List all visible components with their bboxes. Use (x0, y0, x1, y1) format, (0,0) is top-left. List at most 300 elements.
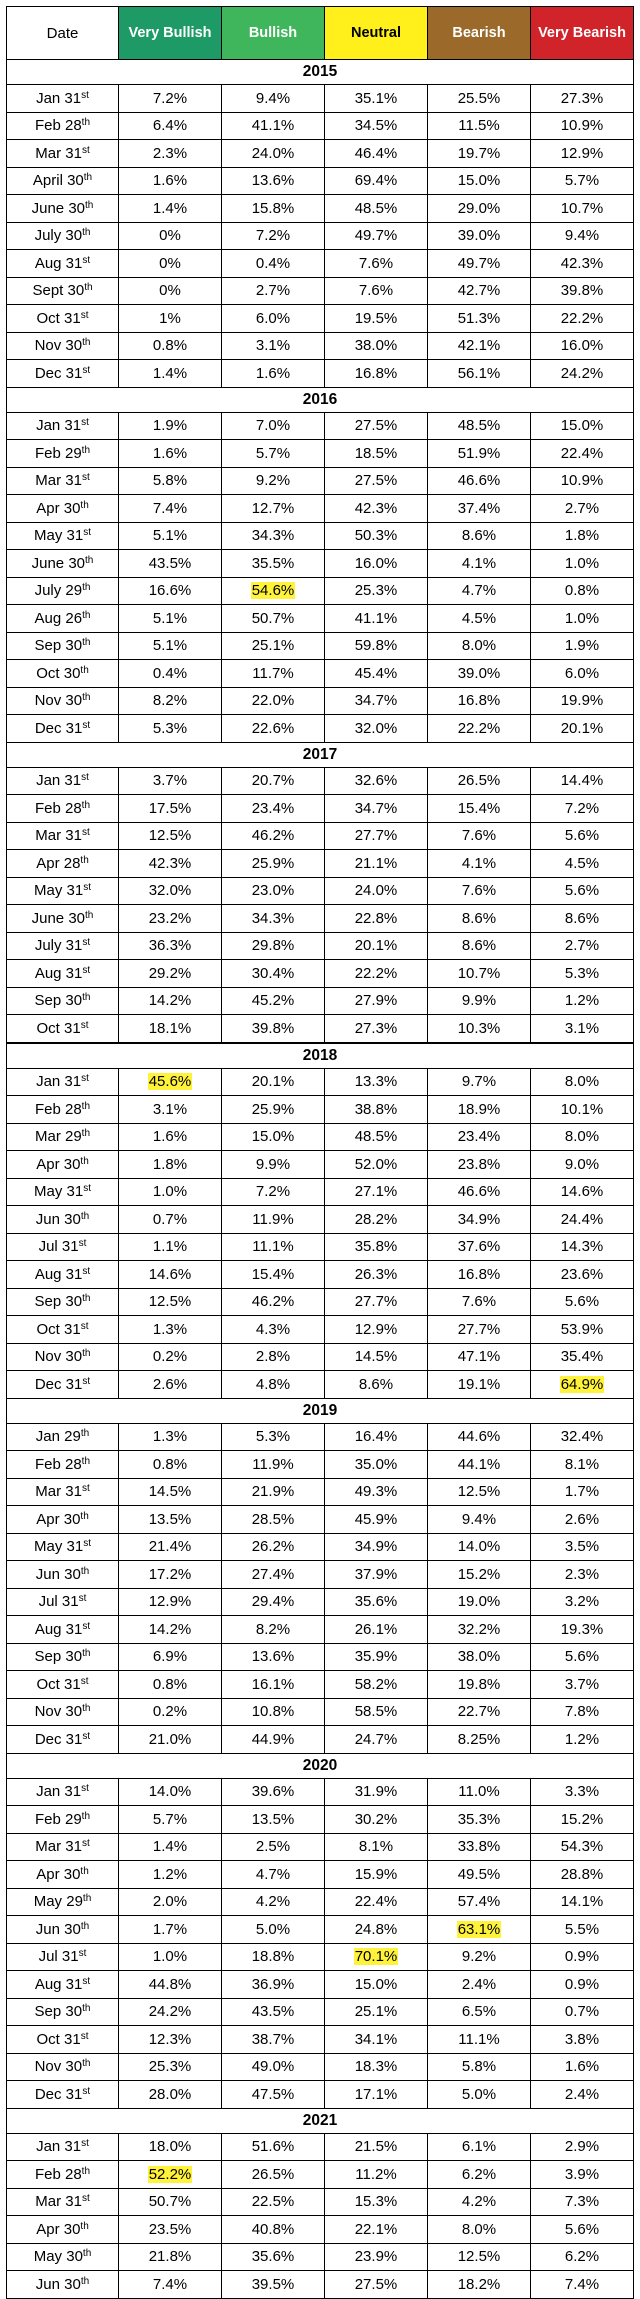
table-row (7, 1478, 634, 1506)
value-text: 7.2% (255, 1183, 291, 1201)
value-text: 12.3% (148, 2030, 192, 2048)
date-cell (7, 2216, 119, 2244)
value-text: 3.1% (152, 1100, 188, 1118)
table-row (7, 2133, 634, 2161)
date-text: May 29 (33, 1893, 83, 1911)
value-cell-very-bullish (119, 1778, 222, 1806)
value-text: 25.5% (457, 89, 501, 107)
year-row (7, 1043, 634, 1069)
value-text: 28.0% (148, 2085, 192, 2103)
value-text: 45.4% (354, 664, 398, 682)
value-cell-very-bearish (531, 360, 634, 388)
value-cell-very-bullish (119, 277, 222, 305)
value-text: 7.6% (358, 254, 394, 272)
value-cell-bearish (428, 1726, 531, 1754)
value-cell-bearish (428, 2053, 531, 2081)
value-cell-neutral (325, 1916, 428, 1944)
value-cell-bullish (222, 1261, 325, 1289)
value-cell-neutral (325, 1861, 428, 1889)
date-ordinal-suffix: th (81, 1455, 91, 1467)
value-cell-bearish (428, 1068, 531, 1096)
value-text: 14.1% (560, 1893, 604, 1911)
value-cell-very-bearish (531, 1588, 634, 1616)
date-cell (7, 1726, 119, 1754)
value-cell-bearish (428, 2161, 531, 2189)
value-text: 19.1% (457, 1375, 501, 1393)
value-text: 59.8% (354, 637, 398, 655)
date-text: Aug 31 (34, 964, 83, 982)
value-text: 20.7% (251, 772, 295, 790)
value-text: 45.2% (251, 992, 295, 1010)
value-text: 35.8% (354, 1238, 398, 1256)
value-text: 13.6% (251, 1648, 295, 1666)
sentiment-table (6, 6, 634, 2299)
value-text: 21.0% (148, 1730, 192, 1748)
header-bullish: Bullish (222, 7, 325, 60)
value-cell-bullish (222, 440, 325, 468)
date-text: Nov 30 (34, 1348, 83, 1366)
table-row (7, 1533, 634, 1561)
value-cell-neutral (325, 987, 428, 1015)
table-row (7, 1288, 634, 1316)
value-text: 35.6% (251, 2248, 295, 2266)
value-text: 0.8% (152, 1675, 188, 1693)
value-cell-neutral (325, 112, 428, 140)
date-text: Dec 31 (34, 1375, 83, 1393)
table-row (7, 1971, 634, 1999)
highlighted-value: 54.6% (251, 582, 295, 600)
value-cell-neutral (325, 1288, 428, 1316)
value-text: 1.3% (152, 1428, 188, 1446)
date-cell (7, 1233, 119, 1261)
value-cell-very-bearish (531, 140, 634, 168)
value-text: 38.0% (457, 1648, 501, 1666)
date-cell (7, 440, 119, 468)
value-cell-bearish (428, 960, 531, 988)
value-text: 48.5% (354, 199, 398, 217)
value-cell-bearish (428, 440, 531, 468)
value-text: 8.0% (461, 2220, 497, 2238)
date-ordinal-suffix: st (78, 1238, 87, 1250)
value-cell-bearish (428, 2216, 531, 2244)
date-text: Oct 31 (36, 1675, 81, 1693)
value-cell-neutral (325, 167, 428, 195)
value-text: 27.1% (354, 1183, 398, 1201)
value-text: 23.4% (251, 799, 295, 817)
value-cell-bullish (222, 1316, 325, 1344)
value-cell-bullish (222, 1478, 325, 1506)
value-cell-very-bearish (531, 632, 634, 660)
value-cell-bullish (222, 467, 325, 495)
date-cell (7, 167, 119, 195)
value-text: 5.1% (152, 527, 188, 545)
value-text: 3.7% (152, 772, 188, 790)
date-ordinal-suffix: st (82, 719, 91, 731)
value-cell-neutral (325, 1506, 428, 1534)
value-cell-very-bullish (119, 1916, 222, 1944)
value-text: 38.7% (251, 2030, 295, 2048)
value-cell-bullish (222, 877, 325, 905)
value-text: 14.2% (148, 1620, 192, 1638)
date-ordinal-suffix: st (82, 964, 91, 976)
value-text: 14.3% (560, 1238, 604, 1256)
highlighted-value: 52.2% (148, 2165, 192, 2183)
value-cell-very-bullish (119, 85, 222, 113)
year-label: 2020 (7, 1753, 634, 1778)
value-cell-bearish (428, 1343, 531, 1371)
value-cell-bullish (222, 687, 325, 715)
value-text: 4.2% (461, 2193, 497, 2211)
value-cell-very-bearish (531, 987, 634, 1015)
value-cell-very-bullish (119, 195, 222, 223)
value-cell-very-bearish (531, 1288, 634, 1316)
value-text: 5.3% (255, 1428, 291, 1446)
value-text: 1.8% (564, 527, 600, 545)
value-cell-very-bearish (531, 1806, 634, 1834)
table-row (7, 1588, 634, 1616)
value-cell-neutral (325, 1726, 428, 1754)
value-text: 12.9% (354, 1320, 398, 1338)
table-row (7, 1068, 634, 1096)
date-ordinal-suffix: st (81, 1783, 89, 1795)
table-row (7, 1123, 634, 1151)
table-row (7, 2216, 634, 2244)
value-text: 23.4% (457, 1128, 501, 1146)
date-ordinal-suffix: th (82, 2248, 92, 2260)
value-cell-bullish (222, 1561, 325, 1589)
value-text: 1.4% (152, 1838, 188, 1856)
value-text: 41.1% (251, 117, 295, 135)
value-cell-very-bullish (119, 167, 222, 195)
value-text: 15.3% (354, 2193, 398, 2211)
value-cell-very-bearish (531, 2081, 634, 2109)
value-cell-bullish (222, 195, 325, 223)
value-cell-neutral (325, 795, 428, 823)
value-cell-bullish (222, 1371, 325, 1399)
value-cell-bullish (222, 1806, 325, 1834)
date-cell (7, 1506, 119, 1534)
value-text: 35.6% (354, 1593, 398, 1611)
date-ordinal-suffix: st (82, 937, 91, 949)
table-row (7, 1916, 634, 1944)
highlighted-value: 70.1% (354, 1948, 398, 1966)
date-cell (7, 605, 119, 633)
value-cell-very-bearish (531, 1068, 634, 1096)
value-cell-neutral (325, 222, 428, 250)
highlighted-value: 45.6% (148, 1073, 192, 1091)
value-text: 14.2% (148, 992, 192, 1010)
value-cell-neutral (325, 715, 428, 743)
value-text: 22.2% (457, 719, 501, 737)
value-cell-very-bullish (119, 715, 222, 743)
value-text: 22.8% (354, 909, 398, 927)
date-ordinal-suffix: th (82, 692, 91, 704)
value-cell-bullish (222, 1643, 325, 1671)
date-ordinal-suffix: st (82, 254, 91, 266)
value-cell-very-bearish (531, 1778, 634, 1806)
value-text: 34.7% (354, 692, 398, 710)
value-cell-bullish (222, 715, 325, 743)
value-text: 20.1% (251, 1073, 295, 1091)
value-cell-very-bullish (119, 2271, 222, 2299)
value-cell-bullish (222, 960, 325, 988)
value-cell-very-bearish (531, 1616, 634, 1644)
value-text: 36.9% (251, 1975, 295, 1993)
value-text: 14.5% (354, 1348, 398, 1366)
value-text: 0.2% (152, 1703, 188, 1721)
value-cell-neutral (325, 1971, 428, 1999)
value-cell-neutral (325, 1451, 428, 1479)
header-date: Date (7, 7, 119, 60)
value-text: 15.0% (457, 172, 501, 190)
date-ordinal-suffix: st (83, 1183, 91, 1195)
date-cell (7, 1288, 119, 1316)
value-text: 14.0% (457, 1538, 501, 1556)
value-cell-very-bullish (119, 1833, 222, 1861)
value-text: 44.6% (457, 1428, 501, 1446)
value-cell-very-bullish (119, 1178, 222, 1206)
value-text: 23.5% (148, 2220, 192, 2238)
value-text: 11.0% (458, 1783, 500, 1801)
value-cell-bearish (428, 932, 531, 960)
value-cell-neutral (325, 1643, 428, 1671)
date-text: Nov 30 (34, 337, 83, 355)
value-cell-very-bullish (119, 1371, 222, 1399)
date-ordinal-suffix: th (80, 2220, 89, 2232)
value-cell-very-bullish (119, 1861, 222, 1889)
table-row (7, 522, 634, 550)
date-cell (7, 1778, 119, 1806)
date-ordinal-suffix: st (83, 882, 91, 894)
value-cell-bullish (222, 1943, 325, 1971)
value-cell-very-bullish (119, 1616, 222, 1644)
value-cell-bullish (222, 1451, 325, 1479)
value-text: 44.1% (457, 1455, 501, 1473)
value-text: 58.5% (354, 1703, 398, 1721)
value-cell-neutral (325, 905, 428, 933)
value-text: 11.1% (252, 1238, 294, 1256)
value-cell-very-bullish (119, 1806, 222, 1834)
date-cell (7, 1151, 119, 1179)
table-row (7, 605, 634, 633)
date-cell (7, 2188, 119, 2216)
date-cell (7, 85, 119, 113)
value-cell-neutral (325, 250, 428, 278)
year-label: 2016 (7, 387, 634, 412)
value-cell-very-bearish (531, 905, 634, 933)
date-cell (7, 1206, 119, 1234)
value-text: 2.4% (461, 1975, 497, 1993)
value-text: 15.0% (560, 417, 604, 435)
date-ordinal-suffix: th (82, 637, 91, 649)
date-text: April 30 (32, 172, 84, 190)
value-text: 34.1% (354, 2030, 398, 2048)
value-cell-bullish (222, 1671, 325, 1699)
value-text: 8.0% (564, 1073, 600, 1091)
value-text: 34.3% (251, 527, 295, 545)
date-text: Jun 30 (35, 1565, 81, 1583)
value-cell-very-bearish (531, 1888, 634, 1916)
value-text: 4.8% (255, 1375, 291, 1393)
table-row (7, 1861, 634, 1889)
value-text: 40.8% (251, 2220, 295, 2238)
table-row (7, 112, 634, 140)
value-cell-bearish (428, 632, 531, 660)
date-cell (7, 1888, 119, 1916)
value-text: 15.2% (457, 1565, 501, 1583)
value-cell-bearish (428, 1261, 531, 1289)
value-cell-very-bullish (119, 1998, 222, 2026)
date-ordinal-suffix: th (80, 499, 89, 511)
value-text: 1.0% (152, 1948, 188, 1966)
value-text: 21.8% (148, 2248, 192, 2266)
year-row (7, 2108, 634, 2133)
value-cell-very-bullish (119, 1506, 222, 1534)
value-text: 10.1% (560, 1100, 604, 1118)
date-cell (7, 1343, 119, 1371)
table-row (7, 1778, 634, 1806)
year-row (7, 742, 634, 767)
date-ordinal-suffix: th (80, 1210, 90, 1222)
date-cell (7, 195, 119, 223)
date-text: Aug 26 (34, 609, 83, 627)
value-text: 1.8% (152, 1155, 188, 1173)
date-text: Jul 31 (38, 1948, 79, 1966)
value-text: 8.2% (152, 692, 188, 710)
value-cell-bullish (222, 1616, 325, 1644)
value-text: 23.6% (560, 1265, 604, 1283)
value-cell-bearish (428, 660, 531, 688)
value-text: 8.6% (461, 527, 497, 545)
value-text: 44.8% (148, 1975, 192, 1993)
value-cell-neutral (325, 1478, 428, 1506)
table-row (7, 905, 634, 933)
table-row (7, 2188, 634, 2216)
date-ordinal-suffix: th (80, 664, 89, 676)
value-cell-very-bearish (531, 1123, 634, 1151)
value-text: 17.1% (354, 2085, 398, 2103)
header-bearish: Bearish (428, 7, 531, 60)
table-row (7, 1726, 634, 1754)
value-text: 19.5% (354, 309, 398, 327)
value-cell-bearish (428, 332, 531, 360)
table-row (7, 167, 634, 195)
value-text: 9.2% (461, 1948, 497, 1966)
date-text: July 29 (34, 582, 83, 600)
date-text: Jul 31 (38, 1593, 79, 1611)
value-cell-very-bullish (119, 1971, 222, 1999)
value-cell-bearish (428, 467, 531, 495)
date-text: Feb 28 (34, 1100, 82, 1118)
value-cell-bullish (222, 2161, 325, 2189)
value-cell-bullish (222, 332, 325, 360)
table-row (7, 2053, 634, 2081)
value-text: 32.2% (457, 1620, 501, 1638)
date-cell (7, 222, 119, 250)
value-cell-very-bearish (531, 1371, 634, 1399)
value-text: 5.6% (564, 1293, 600, 1311)
value-cell-very-bullish (119, 2188, 222, 2216)
date-cell (7, 905, 119, 933)
date-ordinal-suffix: st (81, 472, 90, 484)
date-cell (7, 1616, 119, 1644)
date-text: Apr 30 (36, 2220, 81, 2238)
date-text: Apr 30 (36, 1865, 81, 1883)
value-text: 16.0% (354, 554, 398, 572)
value-cell-neutral (325, 332, 428, 360)
value-text: 11.9% (252, 1455, 294, 1473)
value-cell-neutral (325, 1096, 428, 1124)
table-row (7, 1643, 634, 1671)
date-cell (7, 1671, 119, 1699)
value-text: 5.7% (255, 444, 291, 462)
value-cell-neutral (325, 522, 428, 550)
year-row (7, 1398, 634, 1423)
value-cell-bearish (428, 2081, 531, 2109)
value-cell-very-bullish (119, 687, 222, 715)
value-text: 34.7% (354, 799, 398, 817)
value-cell-bullish (222, 850, 325, 878)
value-cell-bearish (428, 2271, 531, 2299)
date-text: Aug 31 (34, 1620, 83, 1638)
value-cell-neutral (325, 632, 428, 660)
value-text: 9.9% (255, 1155, 291, 1173)
value-text: 35.3% (457, 1810, 501, 1828)
value-cell-bearish (428, 222, 531, 250)
value-cell-very-bearish (531, 1916, 634, 1944)
value-text: 1.0% (564, 554, 600, 572)
value-text: 24.2% (560, 364, 604, 382)
value-text: 1.0% (152, 1183, 188, 1201)
value-text: 49.7% (354, 227, 398, 245)
value-text: 8.6% (461, 937, 497, 955)
date-cell (7, 987, 119, 1015)
date-ordinal-suffix: st (81, 144, 90, 156)
table-row (7, 1233, 634, 1261)
value-cell-very-bullish (119, 2243, 222, 2271)
year-label: 2019 (7, 1398, 634, 1423)
value-cell-bearish (428, 1288, 531, 1316)
value-text: 18.5% (354, 444, 398, 462)
date-cell (7, 1478, 119, 1506)
value-cell-bearish (428, 1015, 531, 1043)
value-text: 2.7% (255, 282, 291, 300)
date-cell (7, 1833, 119, 1861)
value-text: 15.9% (354, 1865, 398, 1883)
value-cell-neutral (325, 412, 428, 440)
value-text: 35.5% (251, 554, 295, 572)
table-row (7, 877, 634, 905)
value-cell-very-bullish (119, 1671, 222, 1699)
value-cell-very-bearish (531, 167, 634, 195)
value-cell-neutral (325, 277, 428, 305)
date-cell (7, 1971, 119, 1999)
value-text: 7.4% (152, 2275, 188, 2293)
value-cell-very-bullish (119, 1233, 222, 1261)
date-cell (7, 522, 119, 550)
value-cell-neutral (325, 2026, 428, 2054)
value-cell-very-bullish (119, 1888, 222, 1916)
value-cell-neutral (325, 2216, 428, 2244)
value-cell-bullish (222, 1888, 325, 1916)
date-ordinal-suffix: st (80, 309, 89, 321)
date-text: Mar 31 (35, 472, 82, 490)
value-cell-bearish (428, 1233, 531, 1261)
value-cell-very-bearish (531, 795, 634, 823)
value-cell-bullish (222, 250, 325, 278)
value-cell-very-bullish (119, 2081, 222, 2109)
date-text: Sep 30 (34, 637, 83, 655)
